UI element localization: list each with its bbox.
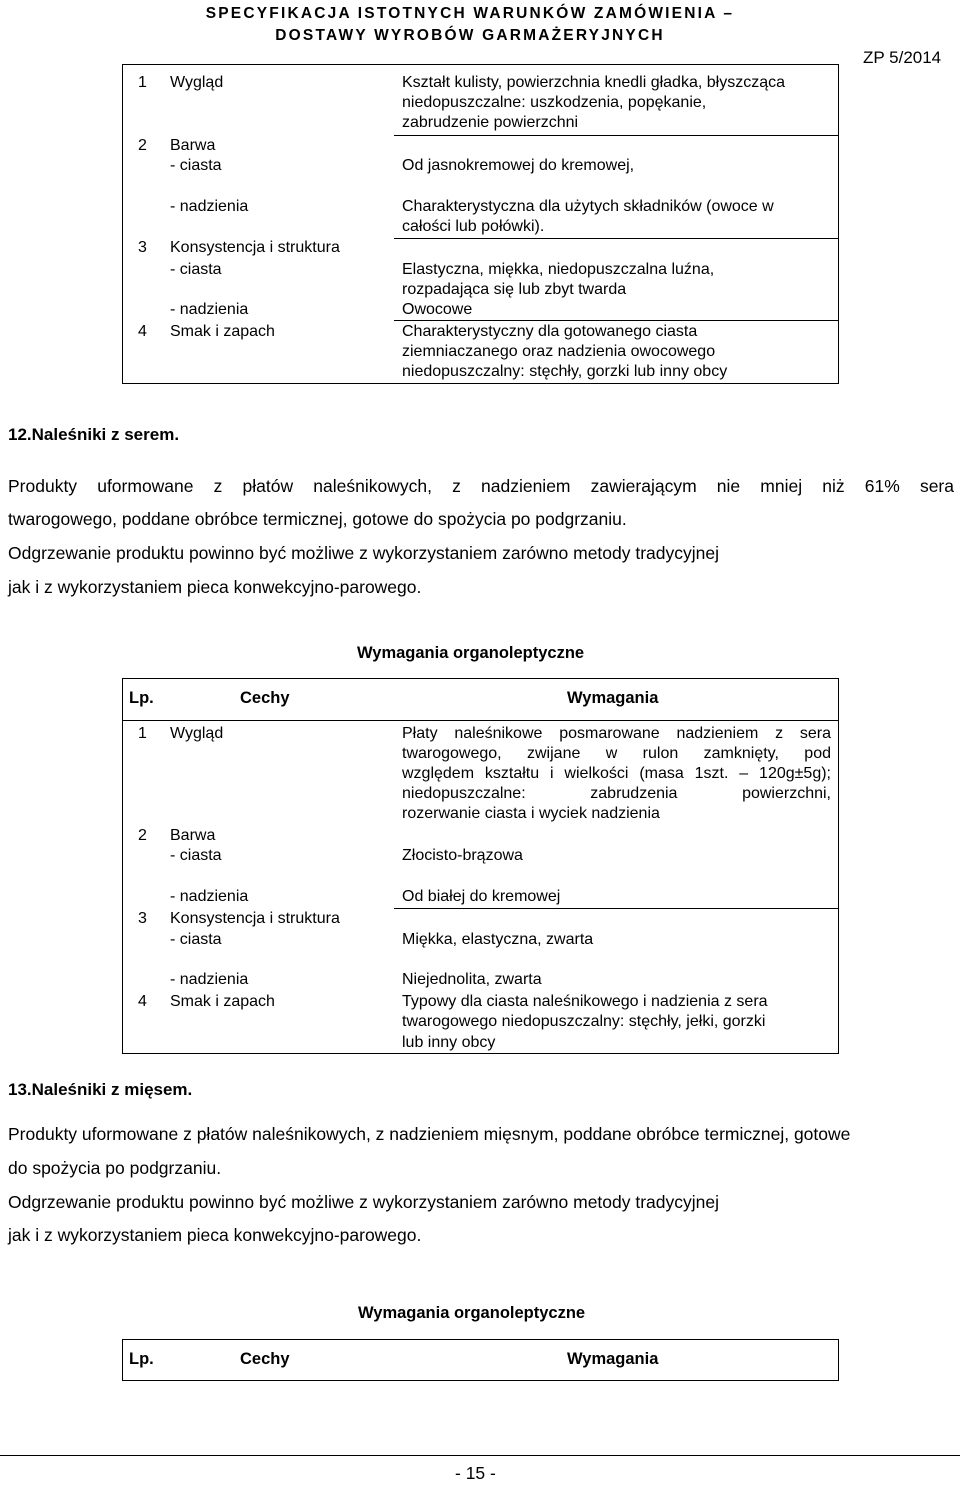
requirement-text: Od jasnokremowej do kremowej,	[402, 157, 635, 174]
row-number: 2	[138, 827, 147, 844]
requirement-text: ziemniaczanego oraz nadzienia owocowego	[402, 343, 716, 360]
paragraph-text: Produkty uformowane z płatów naleśnikowych, z nadzieniem zawierającym nie mniej niż 61% sera	[8, 476, 954, 496]
requirement-text: Płaty naleśnikowe posmarowane nadzieniem z sera	[402, 725, 831, 742]
paragraph-line	[8, 537, 719, 570]
requirement-text: lub inny obcy	[402, 1034, 496, 1051]
row-number: 3	[138, 910, 147, 927]
feature-label: Konsystencja i struktura	[170, 239, 340, 256]
feature-label: Barwa	[170, 827, 216, 844]
page-number: - 15 -	[455, 1463, 496, 1483]
paragraph-line	[8, 503, 627, 536]
document-title-line1: SPECYFIKACJA ISTOTNYCH WARUNKÓW ZAMÓWIENIA –	[205, 5, 735, 22]
requirement-text: Owocowe	[402, 301, 473, 318]
row-number: 3	[138, 239, 147, 256]
document-title-line2: DOSTAWY WYROBÓW GARMAŻERYJNYCH	[275, 27, 665, 44]
paragraph-text: Odgrzewanie produktu powinno być możliwe z wykorzystaniem zarówno metody tradycyjnej	[8, 1192, 720, 1212]
sub-feature-label: - nadzienia	[170, 971, 249, 988]
requirement-text: Charakterystyczny dla gotowanego ciasta	[402, 323, 698, 340]
table-knedle-divider	[394, 135, 839, 136]
sub-feature-label: - ciasta	[170, 261, 222, 278]
paragraph-text: do spożycia po podgrzaniu.	[8, 1158, 222, 1178]
paragraph-line	[8, 1118, 850, 1151]
paragraph-text: jak i z wykorzystaniem pieca konwekcyjno-parowego.	[8, 577, 422, 597]
feature-label: Smak i zapach	[170, 323, 275, 340]
requirement-text: twarogowego, zwijane w rulon zamknięty, pod	[402, 745, 831, 762]
sub-feature-label: - ciasta	[170, 157, 222, 174]
requirement-line	[402, 744, 831, 765]
requirement-text: niedopuszczalne: uszkodzenia, popękanie,	[402, 94, 707, 111]
column-header-wymagania: Wymagania	[567, 689, 659, 707]
row-number: 1	[138, 725, 147, 742]
section-heading: 13.Naleśniki z mięsem.	[8, 1080, 193, 1099]
paragraph-text: Odgrzewanie produktu powinno być możliwe z wykorzystaniem zarówno metody tradycyjnej	[8, 543, 720, 563]
sub-feature-label: - ciasta	[170, 847, 222, 864]
feature-label: Konsystencja i struktura	[170, 910, 340, 927]
document-code: ZP 5/2014	[863, 48, 942, 67]
requirement-line	[402, 784, 831, 805]
column-header-lp: Lp.	[129, 1350, 154, 1368]
table-knedle-divider	[394, 238, 839, 239]
requirement-text: względem kształtu i wielkości (masa 1szt. – 120g±5g);	[402, 765, 831, 782]
column-header-cechy: Cechy	[240, 1350, 290, 1368]
sub-feature-label: - nadzienia	[170, 888, 249, 905]
paragraph-text: jak i z wykorzystaniem pieca konwekcyjno-parowego.	[8, 1225, 422, 1245]
paragraph-line	[8, 571, 421, 604]
sub-feature-label: - nadzienia	[170, 301, 249, 318]
requirement-text: niedopuszczalny: stęchły, gorzki lub inny obcy	[402, 363, 728, 380]
paragraph-line	[8, 1219, 421, 1252]
column-header-lp: Lp.	[129, 689, 154, 707]
sub-feature-label: - nadzienia	[170, 198, 249, 215]
row-number: 2	[138, 137, 147, 154]
paragraph-text: twarogowego, poddane obróbce termicznej, gotowe do spożycia po podgrzaniu.	[8, 509, 627, 529]
row-number: 4	[138, 323, 147, 340]
paragraph-line	[8, 1186, 719, 1219]
paragraph-line	[8, 470, 954, 503]
requirement-text: Elastyczna, miękka, niedopuszczalna luźna,	[402, 261, 715, 278]
feature-label: Barwa	[170, 137, 216, 154]
requirement-line	[402, 724, 831, 745]
requirement-text: niedopuszczalne: zabrudzenia powierzchni,	[402, 785, 831, 802]
paragraph-text: Produkty uformowane z płatów naleśnikowych, z nadzieniem mięsnym, poddane obróbce termicznej, gotowe	[8, 1124, 851, 1144]
footer-divider	[0, 1455, 960, 1456]
column-header-wymagania: Wymagania	[567, 1350, 659, 1368]
requirement-text: Kształt kulisty, powierzchnia knedli gładka, błyszcząca	[402, 74, 785, 91]
requirement-text: całości lub połówki).	[402, 218, 545, 235]
requirement-line	[402, 764, 831, 785]
requirement-text: Od białej do kremowej	[402, 888, 561, 905]
feature-label: Wygląd	[170, 725, 224, 742]
table-header-divider	[122, 720, 839, 721]
requirement-text: rozpadająca się lub zbyt twarda	[402, 281, 627, 298]
paragraph-line	[8, 1152, 221, 1185]
feature-label: Smak i zapach	[170, 993, 275, 1010]
requirement-text: zabrudzenie powierzchni	[402, 114, 579, 131]
requirement-text: Niejednolita, zwarta	[402, 971, 542, 988]
requirement-text: Złocisto-brązowa	[402, 847, 523, 864]
requirement-text: Typowy dla ciasta naleśnikowego i nadzienia z sera	[402, 993, 768, 1010]
section-heading: 12.Naleśniki z serem.	[8, 425, 180, 444]
requirement-text: Charakterystyczna dla użytych składników (owoce w	[402, 198, 774, 215]
row-number: 1	[138, 74, 147, 91]
requirement-text: rozerwanie ciasta i wyciek nadzienia	[402, 805, 660, 822]
feature-label: Wygląd	[170, 74, 224, 91]
row-number: 4	[138, 993, 147, 1010]
column-header-cechy: Cechy	[240, 689, 290, 707]
requirements-title: Wymagania organoleptyczne	[357, 644, 585, 662]
requirement-text: Miękka, elastyczna, zwarta	[402, 931, 594, 948]
requirement-text: twarogowego niedopuszczalny: stęchły, jełki, gorzki	[402, 1013, 766, 1030]
table-row-divider	[394, 908, 839, 909]
requirements-title: Wymagania organoleptyczne	[358, 1304, 586, 1322]
table-nalesniki-mieso	[122, 1339, 839, 1381]
sub-feature-label: - ciasta	[170, 931, 222, 948]
